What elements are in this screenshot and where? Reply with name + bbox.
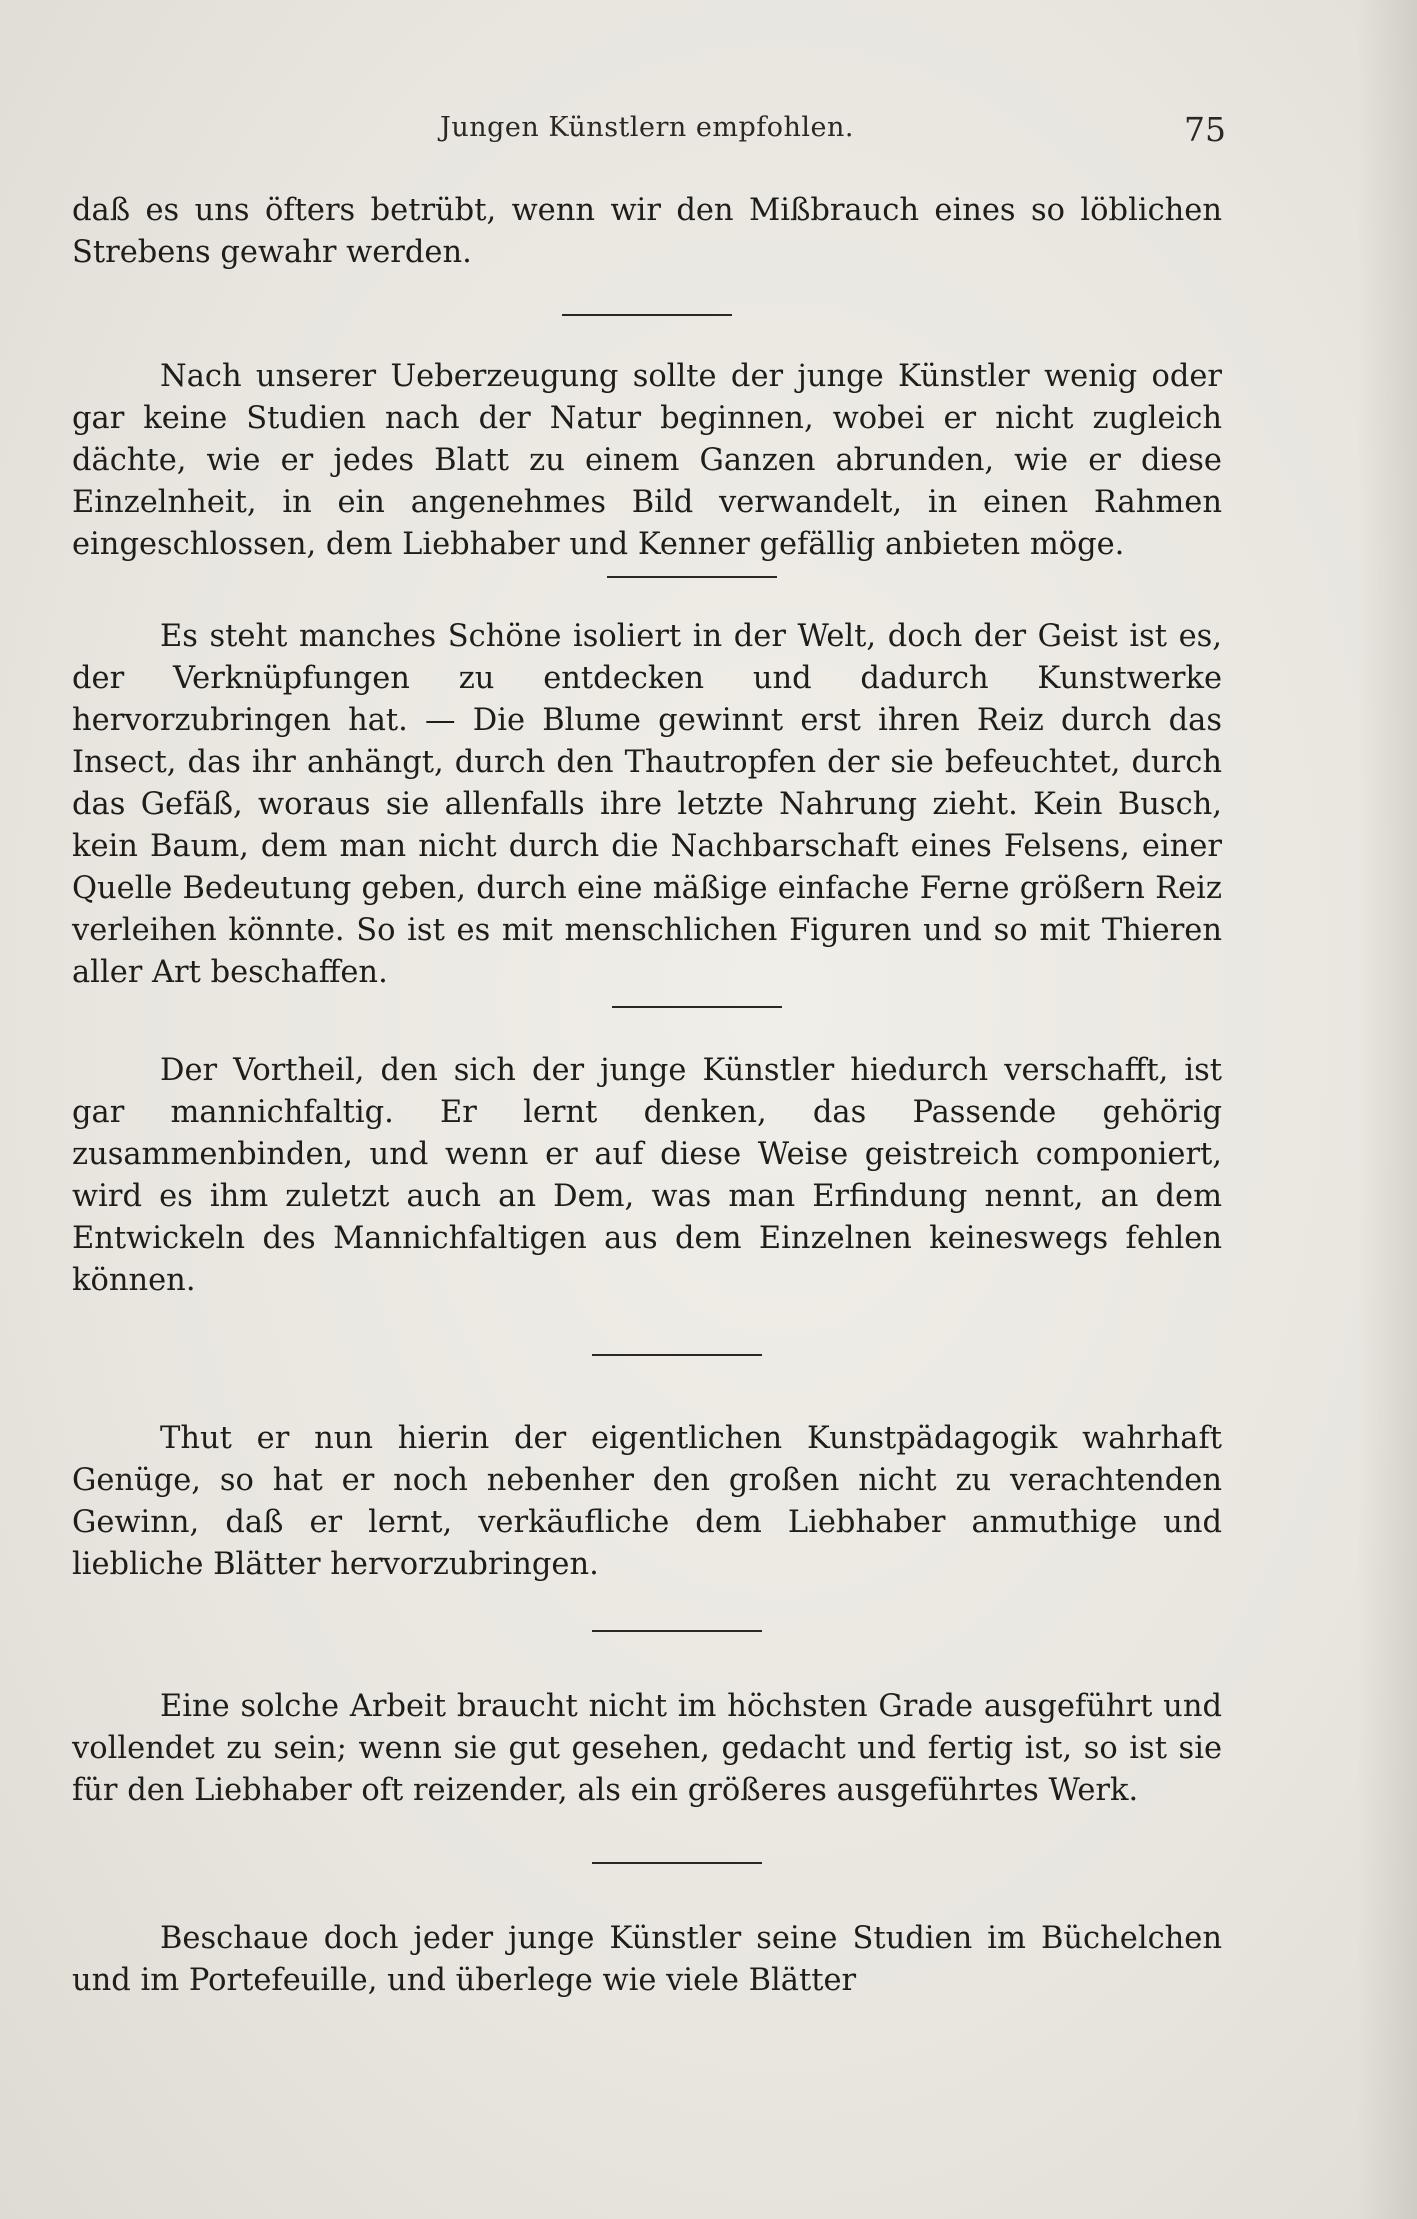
body-text xyxy=(72,190,1222,2002)
page-header xyxy=(440,112,1230,156)
paragraph-6: Eine solche Arbeit braucht nicht im höchsten Grade ausgeführt und vollendet zu sein; wenn sie gut gesehen, gedacht und fertig ist, so ist sie für den Liebhaber oft reizender, als ein größeres ausgeführtes Werk. xyxy=(72,1689,1222,1808)
section-divider xyxy=(612,1006,782,1008)
paragraph-2: Nach unserer Ueberzeugung sollte der junge Künstler wenig oder gar keine Studien nach der Natur beginnen, wobei er nicht zugleich dächte, wie er jedes Blatt zu einem Ganzen abrunden, wie er diese Einzelnheit, in ein angenehmes Bild verwandelt, in einen Rahmen eingeschlossen, dem Liebhaber und Kenner gefällig anbieten möge. xyxy=(72,359,1222,562)
section-divider xyxy=(592,1862,762,1864)
paragraph-5: Thut er nun hierin der eigentlichen Kunstpädagogik wahrhaft Genüge, so hat er noch nebenher den großen nicht zu verachtenden Gewinn, daß er lernt, verkäufliche dem Liebhaber anmuthige und liebliche Blätter hervorzubringen. xyxy=(72,1421,1222,1582)
paragraph-7: Beschaue doch jeder junge Künstler seine Studien im Büchelchen und im Portefeuille, und überlege wie viele Blätter xyxy=(72,1921,1222,1998)
running-title: Jungen Künstlern empfohlen. xyxy=(440,112,854,143)
section-divider xyxy=(592,1630,762,1632)
section-divider xyxy=(607,576,777,578)
section-divider xyxy=(562,314,732,316)
paragraph-1: daß es uns öfters betrübt, wenn wir den Mißbrauch eines so löblichen Strebens gewahr werden. xyxy=(72,193,1222,270)
paragraph-3: Es steht manches Schöne isoliert in der Welt, doch der Geist ist es, der Verknüpfungen zu entdecken und dadurch Kunstwerke hervorzubringen hat. — Die Blume gewinnt erst ihren Reiz durch das Insect, das ihr anhängt, durch den Thautropfen der sie befeuchtet, durch das Gefäß, woraus sie allenfalls ihre letzte Nahrung zieht. Kein Busch, kein Baum, dem man nicht durch die Nachbarschaft eines Felsens, einer Quelle Bedeutung geben, durch eine mäßige einfache Ferne größern Reiz verleihen könnte. So ist es mit menschlichen Figuren und so mit Thieren aller Art beschaffen. xyxy=(72,619,1222,990)
page-number: 75 xyxy=(1184,110,1226,149)
section-divider xyxy=(592,1354,762,1356)
paragraph-4: Der Vortheil, den sich der junge Künstler hiedurch verschafft, ist gar mannichfaltig. Er lernt denken, das Passende gehörig zusammenbinden, und wenn er auf diese Weise geistreich componiert, wird es ihm zuletzt auch an Dem, was man Erfindung nennt, an dem Entwickeln des Mannichfaltigen aus dem Einzelnen keineswegs fehlen können. xyxy=(72,1053,1222,1298)
